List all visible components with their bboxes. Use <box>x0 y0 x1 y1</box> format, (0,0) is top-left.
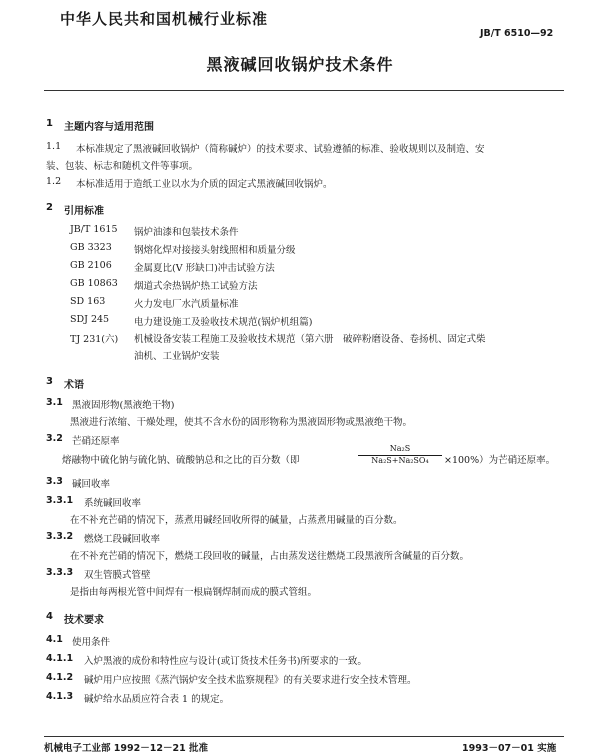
ref-code: GB 10863 <box>70 278 118 289</box>
footer-rule <box>44 736 564 737</box>
term-3-2-title: 芒硝还原率 <box>72 436 120 447</box>
term-3-3-1-title: 系统碱回收率 <box>84 498 142 509</box>
term-3-1-number: 3.1 <box>46 397 63 408</box>
ref-title: 金属夏比(V 形缺口)冲击试验方法 <box>134 263 275 274</box>
ref-code: GB 3323 <box>70 242 112 253</box>
term-3-1-title: 黑液固形物(黑液绝干物) <box>72 400 175 411</box>
term-3-3-2-definition: 在不补充芒硝的情况下，燃烧工段回收的碱量，占由蒸发送往燃烧工段黑液所含碱量的百分数。 <box>70 551 470 562</box>
term-3-3-3-title: 双生管膜式管壁 <box>84 570 151 581</box>
ref-title-cont: 油机、工业锅炉安装 <box>134 351 220 362</box>
section-4-title: 技术要求 <box>64 615 104 626</box>
clause-1-2-number: 1.2 <box>46 176 62 187</box>
term-3-3-1-definition: 在不补充芒硝的情况下，蒸煮用碱经回收所得的碱量，占蒸煮用碱量的百分数。 <box>70 515 403 526</box>
clause-4-1-title: 使用条件 <box>72 637 111 648</box>
section-4-number: 4 <box>46 611 53 622</box>
ref-title: 机械设备安装工程施工及验收技术规范（第六册 破碎粉磨设备、卷扬机、固定式柴 <box>134 334 486 345</box>
ref-code: JB/T 1615 <box>70 224 118 235</box>
ref-title: 钢熔化焊对接接头射线照相和质量分级 <box>134 245 296 256</box>
header-rule <box>44 90 564 91</box>
clause-4-1-3-number: 4.1.3 <box>46 691 74 702</box>
term-3-3-2-number: 3.3.2 <box>46 531 74 542</box>
clause-4-1-3-text: 碱炉给水品质应符合表 1 的规定。 <box>84 694 230 705</box>
ref-code: GB 2106 <box>70 260 112 271</box>
standard-code: JB/T 6510—92 <box>480 28 554 39</box>
ref-code: SD 163 <box>70 296 106 307</box>
clause-1-1-text-cont: 装、包装、标志和随机文件等事项。 <box>46 161 199 172</box>
standard-org-title: 中华人民共和国机械行业标准 <box>60 10 269 28</box>
section-3-number: 3 <box>46 376 53 387</box>
section-1-number: 1 <box>46 118 53 129</box>
ref-title: 烟道式余热锅炉热工试验方法 <box>134 281 258 292</box>
section-2-title: 引用标准 <box>64 206 104 217</box>
term-3-3-1-number: 3.3.1 <box>46 495 74 506</box>
approval-date: 机械电子工业部 1992－12－21 批准 <box>44 743 208 754</box>
term-3-2-definition-a: 熔融物中硫化钠与硫化钠、硫酸钠总和之比的百分数（即 <box>62 455 300 466</box>
ref-code: TJ 231(六) <box>70 334 119 345</box>
term-3-1-definition: 黑液进行浓缩、干燥处理，使其不含水份的固形物称为黑液固形物或黑液绝干物。 <box>70 417 413 428</box>
ref-code: SDJ 245 <box>70 314 110 325</box>
term-3-2-definition-b: ×100%）为芒硝还原率。 <box>444 455 556 466</box>
section-1-title: 主题内容与适用范围 <box>64 122 154 133</box>
clause-1-2-text: 本标准适用于造纸工业以水为介质的固定式黑液碱回收锅炉。 <box>76 179 333 190</box>
ref-title: 电力建设施工及验收技术规范(锅炉机组篇) <box>134 317 313 328</box>
section-3-title: 术语 <box>64 380 84 391</box>
document-title: 黑液碱回收锅炉技术条件 <box>206 55 394 74</box>
clause-4-1-2-number: 4.1.2 <box>46 672 74 683</box>
clause-4-1-number: 4.1 <box>46 634 63 645</box>
clause-1-1-text: 本标准规定了黑液碱回收锅炉（简称碱炉）的技术要求、试验遵循的标准、验收规则以及制造、安 <box>76 144 485 155</box>
clause-4-1-1-text: 入炉黑液的成份和特性应与设计(或订货技术任务书)所要求的一致。 <box>84 656 367 667</box>
term-3-3-title: 碱回收率 <box>72 479 111 490</box>
implementation-date: 1993－07－01 实施 <box>462 743 557 754</box>
clause-4-1-2-text: 碱炉用户应按照《蒸汽锅炉安全技术监察规程》的有关要求进行安全技术管理。 <box>84 675 417 686</box>
term-3-3-number: 3.3 <box>46 476 63 487</box>
term-3-3-3-number: 3.3.3 <box>46 567 74 578</box>
clause-1-1-number: 1.1 <box>46 141 62 152</box>
section-2-number: 2 <box>46 202 53 213</box>
ref-title: 火力发电厂水汽质量标准 <box>134 299 239 310</box>
clause-4-1-1-number: 4.1.1 <box>46 653 74 664</box>
formula-denominator: Na₂S+Na₂SO₄ <box>371 456 429 465</box>
term-3-3-3-definition: 是指由每两根光管中间焊有一根扁钢焊制而成的膜式管组。 <box>70 587 318 598</box>
ref-title: 锅炉油漆和包装技术条件 <box>134 227 239 238</box>
formula-numerator: Na₂S <box>389 444 411 453</box>
term-3-3-2-title: 燃烧工段碱回收率 <box>84 534 161 545</box>
term-3-2-number: 3.2 <box>46 433 63 444</box>
